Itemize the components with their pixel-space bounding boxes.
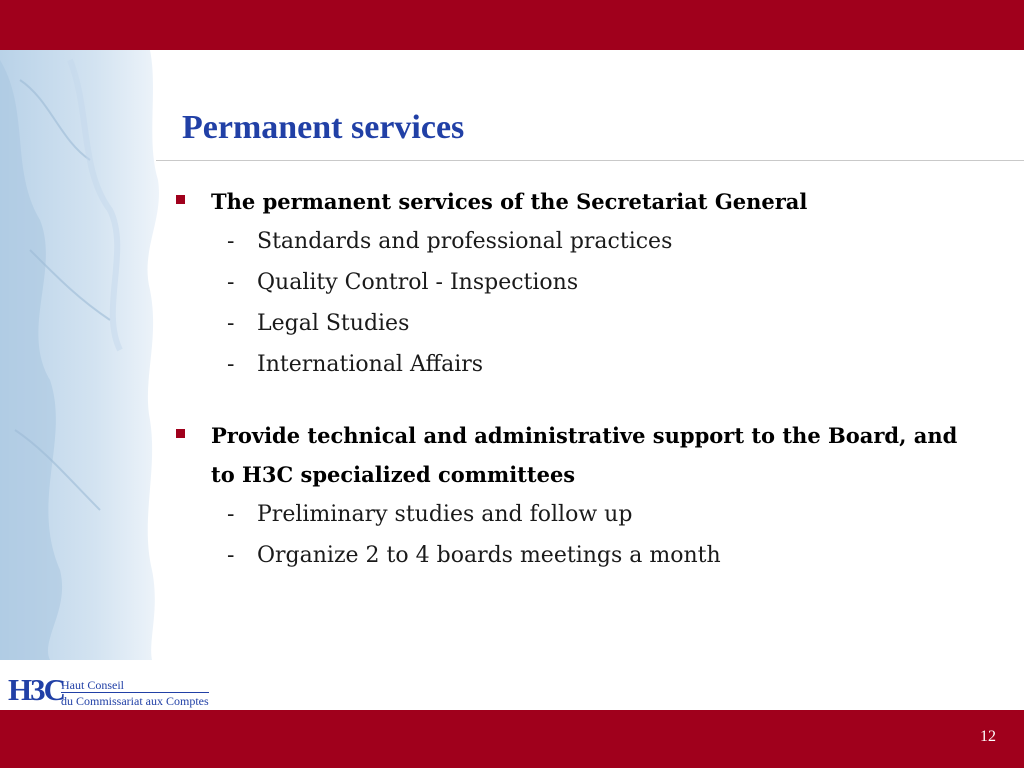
logo-line-1: Haut Conseil (61, 678, 124, 692)
page-number: 12 (980, 728, 996, 745)
top-banner (0, 0, 1024, 50)
list-item-text: Organize 2 to 4 boards meetings a month (257, 543, 721, 568)
dash-marker: - (227, 229, 235, 254)
logo-mark: H3C (8, 672, 64, 707)
dash-marker: - (227, 270, 235, 295)
bullet-permanent-services (176, 182, 976, 221)
list-item (176, 535, 976, 576)
decorative-watercolor-art (0, 50, 170, 660)
bullet-text: The permanent services of the Secretariat General (211, 189, 808, 214)
logo-line-2: du Commissariat aux Comptes (61, 694, 209, 708)
list-item-text: International Affairs (257, 352, 484, 377)
slide-content (176, 182, 976, 576)
bullet-support (176, 416, 976, 494)
dash-marker: - (227, 502, 235, 527)
list-item-text: Preliminary studies and follow up (257, 502, 633, 527)
list-item (176, 344, 976, 385)
sub-list-support (176, 494, 976, 576)
dash-marker: - (227, 311, 235, 336)
square-bullet-icon (176, 195, 185, 204)
list-item (176, 494, 976, 535)
list-item (176, 221, 976, 262)
bottom-banner (0, 710, 1024, 768)
h3c-logo (8, 672, 238, 710)
square-bullet-icon (176, 429, 185, 438)
list-item-text: Legal Studies (257, 311, 410, 336)
list-item (176, 262, 976, 303)
sub-list-services (176, 221, 976, 385)
list-item (176, 303, 976, 344)
list-item-text: Standards and professional practices (257, 229, 673, 254)
dash-marker: - (227, 352, 235, 377)
bullet-text: Provide technical and administrative support to the Board, and to H3C specialized committees (211, 423, 958, 487)
slide-title: Permanent services (182, 109, 465, 146)
dash-marker: - (227, 543, 235, 568)
list-item-text: Quality Control - Inspections (257, 270, 579, 295)
title-divider (156, 160, 1024, 161)
